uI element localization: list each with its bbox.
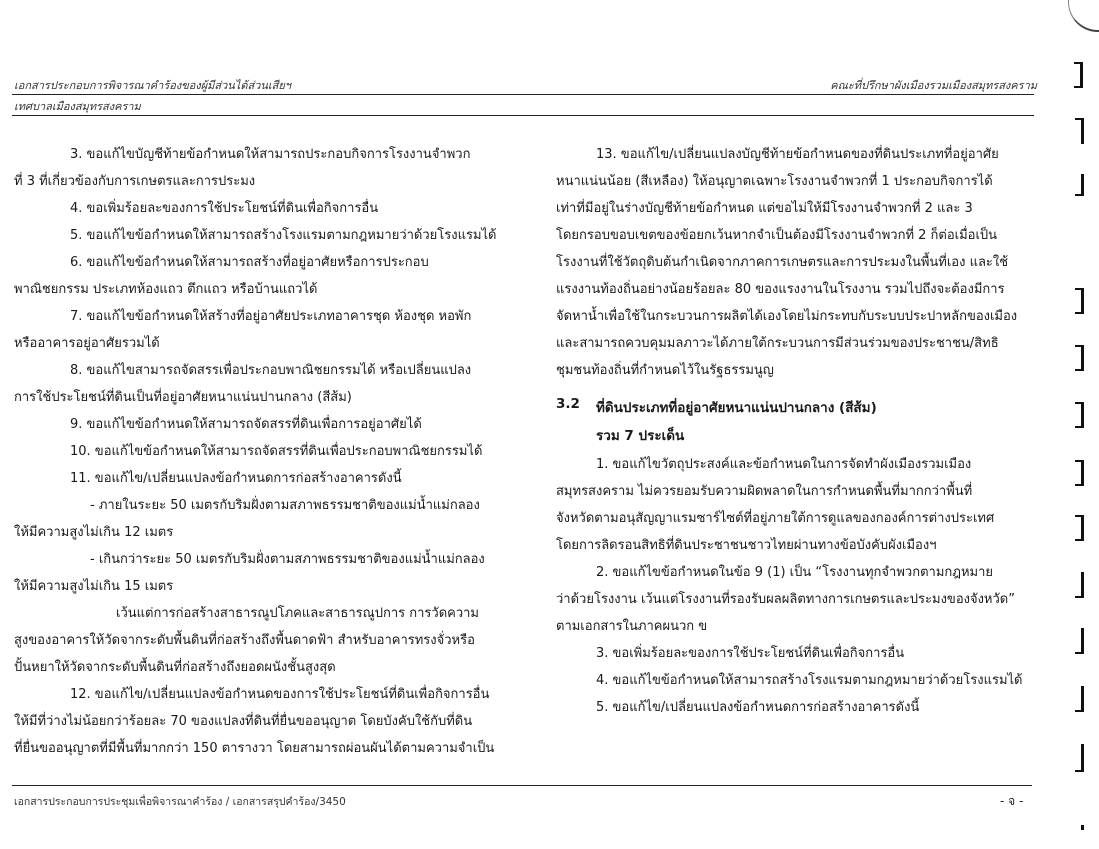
list-item: เท่าที่มีอยู่ในร่างบัญชีท้ายข้อกำหนด แต่ขอไม่ให้มีโรงงานจำพวกที่ 2 และ 3 bbox=[556, 201, 973, 216]
list-item: สูงของอาคารให้วัดจากระดับพื้นดินที่ก่อสร้างถึงพื้นดาดฟ้า สำหรับอาคารทรงจั่วหรือ bbox=[14, 633, 475, 648]
scan-margin-mark bbox=[1081, 572, 1084, 598]
list-item: ให้มีความสูงไม่เกิน 15 เมตร bbox=[14, 579, 174, 594]
list-item: 11. ขอแก้ไข/เปลี่ยนแปลงข้อกำหนดการก่อสร้างอาคารดังนี้ bbox=[70, 471, 402, 486]
scan-margin-mark bbox=[1081, 628, 1084, 654]
section-title: ที่ดินประเภทที่อยู่อาศัยหนาแน่นปานกลาง (สีส้ม) bbox=[596, 400, 877, 416]
list-item: การใช้ประโยชน์ที่ดินเป็นที่อยู่อาศัยหนาแน่นปานกลาง (สีส้ม) bbox=[14, 390, 352, 405]
scan-margin-mark bbox=[1081, 686, 1084, 712]
list-item: หนาแน่นน้อย (สีเหลือง) ให้อนุญาตเฉพาะโรงงานจำพวกที่ 1 ประกอบกิจการได้ bbox=[556, 174, 993, 189]
list-item: 4. ขอแก้ไขข้อกำหนดให้สามารถสร้างโรงแรมตามกฎหมายว่าด้วยโรงแรมได้ bbox=[596, 673, 1023, 688]
list-item: โดยการลิดรอนสิทธิที่ดินประชาชนชาวไทยผ่านทางข้อบังคับผังเมืองฯ bbox=[556, 538, 937, 553]
list-item: 7. ขอแก้ไขข้อกำหนดให้สร้างที่อยู่อาศัยประเภทอาคารชุด ห้องชุด หอพัก bbox=[70, 309, 472, 324]
scan-margin-mark bbox=[1081, 174, 1084, 196]
footer-divider bbox=[12, 785, 1032, 786]
list-item: ปั้นหยาให้วัดจากระดับพื้นดินที่ก่อสร้างถึงยอดผนังชั้นสูงสุด bbox=[14, 660, 336, 675]
list-item: ที่ยื่นขออนุญาตที่มีพื้นที่มากกว่า 150 ตารางวา โดยสามารถผ่อนผันได้ตามความจำเป็น bbox=[14, 741, 495, 756]
page-curl bbox=[1068, 0, 1099, 32]
list-item: หรืออาคารอยู่อาศัยรวมได้ bbox=[14, 336, 160, 351]
list-item: และสามารถควบคุมมลภาวะได้ภายใต้กระบวนการมีส่วนร่วมของประชาชน/สิทธิ bbox=[556, 336, 999, 351]
list-item: 2. ขอแก้ไขข้อกำหนดในข้อ 9 (1) เป็น “โรงงานทุกจำพวกตามกฎหมาย bbox=[596, 565, 994, 580]
scan-margin-mark bbox=[1081, 402, 1084, 428]
list-item: โรงงานที่ใช้วัตถุดิบต้นกำเนิดจากภาคการเกษตรและการประมงในพื้นที่เอง และใช้ bbox=[556, 255, 1009, 270]
list-item: พาณิชยกรรม ประเภทห้องแถว ตึกแถว หรือบ้านแถวได้ bbox=[14, 282, 318, 297]
list-item: - เกินกว่าระยะ 50 เมตรกับริมฝั่งตามสภาพธรรมชาติของแม่น้ำแม่กลอง bbox=[90, 552, 485, 567]
list-item: สมุทรสงคราม ไม่ควรยอมรับความผิดพลาดในการกำหนดพื้นที่มากกว่าพื้นที่ bbox=[556, 484, 973, 499]
list-item: ที่ 3 ที่เกี่ยวข้องกับการเกษตรและการประมง bbox=[14, 174, 256, 189]
header-left-subtitle: เทศบาลเมืองสมุทรสงคราม bbox=[14, 100, 141, 113]
list-item: 12. ขอแก้ไข/เปลี่ยนแปลงข้อกำหนดของการใช้ประโยชน์ที่ดินเพื่อกิจการอื่น bbox=[70, 687, 490, 702]
scan-margin-mark bbox=[1081, 118, 1084, 144]
scan-margin-mark bbox=[1080, 62, 1083, 88]
scan-margin-mark bbox=[1081, 825, 1084, 830]
header-divider bbox=[12, 94, 1034, 95]
list-item: 3. ขอเพิ่มร้อยละของการใช้ประโยชน์ที่ดินเพื่อกิจการอื่น bbox=[596, 646, 905, 661]
list-item: เว้นแต่การก่อสร้างสาธารณูปโภคและสาธารณูปการ การวัดความ bbox=[116, 606, 479, 621]
list-item: ว่าด้วยโรงงาน เว้นแต่โรงงานที่รองรับผลผลิตทางการเกษตรและประมงของจังหวัด” bbox=[556, 592, 1015, 607]
list-item: 9. ขอแก้ไขข้อกำหนดให้สามารถจัดสรรที่ดินเพื่อการอยู่อาศัยได้ bbox=[70, 417, 422, 432]
list-item: 5. ขอแก้ไขข้อกำหนดให้สามารถสร้างโรงแรมตามกฎหมายว่าด้วยโรงแรมได้ bbox=[70, 228, 497, 243]
header-divider-lower bbox=[12, 115, 1034, 116]
list-item: ให้มีความสูงไม่เกิน 12 เมตร bbox=[14, 525, 174, 540]
list-item: 3. ขอแก้ไขบัญชีท้ายข้อกำหนดให้สามารถประกอบกิจการโรงงานจำพวก bbox=[70, 147, 471, 162]
list-item: 6. ขอแก้ไขข้อกำหนดให้สามารถสร้างที่อยู่อาศัยหรือการประกอบ bbox=[70, 255, 429, 270]
page-number: - จ - bbox=[1000, 794, 1024, 808]
scan-margin-mark bbox=[1081, 345, 1084, 371]
list-item: ตามเอกสารในภาคผนวก ข bbox=[556, 619, 708, 634]
header-left-title: เอกสารประกอบการพิจารณาคำร้องของผู้มีส่วนได้ส่วนเสียฯ bbox=[14, 79, 291, 92]
list-item: แรงงานท้องถิ่นอย่างน้อยร้อยละ 80 ของแรงงานในโรงงาน รวมไปถึงจะต้องมีการ bbox=[556, 282, 1005, 297]
list-item: ให้มีที่ว่างไม่น้อยกว่าร้อยละ 70 ของแปลงที่ดินที่ยื่นขออนุญาต โดยบังคับใช้กับที่ดิน bbox=[14, 714, 473, 729]
list-item: 5. ขอแก้ไข/เปลี่ยนแปลงข้อกำหนดการก่อสร้างอาคารดังนี้ bbox=[596, 700, 920, 715]
header-right-title: คณะที่ปรึกษาผังเมืองรวมเมืองสมุทรสงคราม bbox=[830, 79, 1037, 92]
section-number: 3.2 bbox=[556, 396, 580, 412]
scan-margin-mark bbox=[1081, 744, 1084, 772]
list-item: 10. ขอแก้ไขข้อกำหนดให้สามารถจัดสรรที่ดินเพื่อประกอบพาณิชยกรรมได้ bbox=[70, 444, 483, 459]
list-item: - ภายในระยะ 50 เมตรกับริมฝั่งตามสภาพธรรมชาติของแม่น้ำแม่กลอง bbox=[90, 498, 480, 513]
footer-document-ref: เอกสารประกอบการประชุมเพื่อพิจารณาคำร้อง / เอกสารสรุปคำร้อง/3450 bbox=[14, 796, 346, 808]
section-subtitle: รวม 7 ประเด็น bbox=[596, 428, 685, 444]
list-item: จังหวัดตามอนุสัญญาแรมซาร์ไซต์ที่อยู่ภายใต้การดูแลของกองค์การต่างประเทศ bbox=[556, 511, 995, 526]
list-item: โดยกรอบขอบเขตของข้อยกเว้นหากจำเป็นต้องมีโรงงานจำพวกที่ 2 ก็ต่อเมื่อเป็น bbox=[556, 228, 998, 243]
list-item: 13. ขอแก้ไข/เปลี่ยนแปลงบัญชีท้ายข้อกำหนดของที่ดินประเภทที่อยู่อาศัย bbox=[596, 147, 999, 162]
list-item: 8. ขอแก้ไขสามารถจัดสรรเพื่อประกอบพาณิชยกรรมได้ หรือเปลี่ยนแปลง bbox=[70, 363, 472, 378]
scan-margin-mark bbox=[1081, 288, 1084, 314]
scan-margin-mark bbox=[1081, 460, 1084, 486]
list-item: 1. ขอแก้ไขวัตถุประสงค์และข้อกำหนดในการจัดทำผังเมืองรวมเมือง bbox=[596, 457, 972, 472]
list-item: จัดหาน้ำเพื่อใช้ในกระบวนการผลิตได้เองโดยไม่กระทบกับระบบประปาหลักของเมือง bbox=[556, 309, 1018, 324]
list-item: ชุมชนท้องถิ่นที่กำหนดไว้ในรัฐธรรมนูญ bbox=[556, 363, 774, 378]
scan-margin-mark bbox=[1081, 515, 1084, 541]
list-item: 4. ขอเพิ่มร้อยละของการใช้ประโยชน์ที่ดินเพื่อกิจการอื่น bbox=[70, 201, 379, 216]
